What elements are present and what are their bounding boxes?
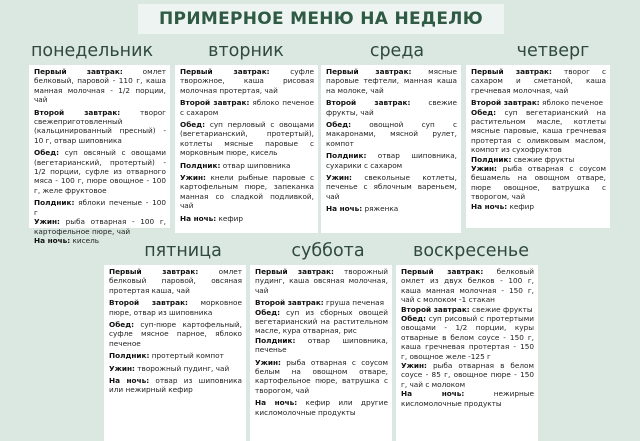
breakfast-entry [34,67,166,105]
second-breakfast-text: свежие фрукты [469,304,533,314]
dinner-entry [326,173,457,201]
night-label: На ночь: [34,235,71,245]
dinner-label: Ужин: [34,217,60,227]
day-title-tuesday: вторник [208,41,284,61]
second-breakfast-text: свежие фрукты, чай [326,98,457,117]
breakfast-text: творог с сахаром и сметаной, каша гречневая молочная, чай [471,67,606,95]
night-entry [471,202,606,211]
lunch-label: Обед: [180,120,206,130]
menu-card-thursday [466,65,610,228]
dinner-text: рыба отварная с соусом бешамель на овощном отваре, пюре овощное, ватрушка с творогом, чай [471,164,606,202]
dinner-entry [109,364,242,373]
dinner-label: Ужин: [326,173,352,183]
dinner-label: Ужин: [401,361,427,371]
dinner-entry [34,217,166,236]
day-title-saturday: суббота [291,241,365,261]
snack-text: отвар шиповника, сухарики с сахаром [326,151,457,170]
dinner-label: Ужин: [109,363,135,373]
second-breakfast-entry [34,108,166,146]
snack-entry [255,336,388,355]
second-breakfast-text: яблоко печеное с сахаром [180,98,314,117]
breakfast-text: мясные паровые тефтели, манная каша на молоке, чай [326,67,457,95]
lunch-entry [326,120,457,148]
lunch-text: суп перловый с овощами (вегетарианский, протертый), котлеты мясные паровые с морковным пюре, кисель [180,120,314,158]
breakfast-text: белковый омлет из двух белков - 100 г, каша манная молочная - 150 г, чай с молоком -1 стакан [401,267,534,305]
second-breakfast-label: Второй завтрак: [34,107,121,117]
lunch-text: суп из сборных овощей вегетарианский на растительном масле, кура отварная, рис [255,307,388,336]
night-label: На ночь: [109,376,150,386]
breakfast-label: Первый завтрак: [326,67,412,76]
night-label: На ночь: [401,389,465,399]
snack-entry [326,151,457,170]
lunch-label: Обед: [401,314,427,324]
snack-entry [471,155,606,164]
day-title-monday: понедельник [30,41,154,61]
breakfast-entry [180,67,314,95]
second-breakfast-entry [180,98,314,117]
second-breakfast-entry [255,298,388,307]
dinner-label: Ужин: [180,173,206,183]
dinner-text: свекольные котлеты, печенье с яблочным вареньем, чай [326,173,457,201]
snack-label: Полдник: [326,151,367,161]
second-breakfast-label: Второй завтрак: [326,98,411,108]
page-title: ПРИМЕРНОЕ МЕНЮ НА НЕДЕЛЮ [138,4,504,34]
night-label: На ночь: [255,398,298,408]
night-text: кефир или другие кисломолочные продукты [255,398,388,417]
menu-card-friday [104,265,246,441]
breakfast-label: Первый завтрак: [471,67,552,76]
breakfast-label: Первый завтрак: [401,267,484,276]
breakfast-label: Первый завтрак: [180,67,270,76]
breakfast-text: омлет белковый паровой, овсяная протертая каша, чай [109,267,242,295]
breakfast-text: омлет белковый, паровой - 110 г, каша манная молочная - 1/2 порции, чай [34,67,166,105]
second-breakfast-entry [471,98,606,107]
night-text: кефир [507,201,535,211]
breakfast-label: Первый завтрак: [34,67,123,76]
menu-card-saturday [250,265,392,441]
snack-label: Полдник: [471,154,512,164]
day-title-wednesday: среда [369,41,425,61]
lunch-entry [180,120,314,158]
night-text: кефир [216,213,244,223]
night-entry [255,398,388,417]
snack-label: Полдник: [180,160,221,170]
breakfast-text: суфле творожное, каша рисовая молочная протертая, чай [180,67,314,95]
night-label: На ночь: [180,213,217,223]
dinner-text: рыба отварная - 100 г, картофельное пюре, чай [34,217,166,236]
night-entry [326,204,457,213]
second-breakfast-label: Второй завтрак: [109,298,188,308]
lunch-label: Обед: [109,320,135,330]
dinner-text: кнели рыбные паровые с картофельным пюре, запеканка манная со сладкой подливкой, чай [180,173,314,211]
night-text: кисель [70,235,100,245]
breakfast-entry [326,67,457,95]
second-breakfast-label: Второй завтрак: [401,304,470,314]
snack-entry [109,351,242,360]
snack-text: отвар шиповника, печенье [255,335,388,355]
lunch-label: Обед: [255,307,281,317]
day-title-friday: пятница [144,241,222,261]
second-breakfast-text: яблоко печеное [539,98,604,108]
second-breakfast-text: морковное пюре, отвар из шиповника [109,298,242,317]
lunch-label: Обед: [34,148,60,158]
breakfast-entry [471,67,606,95]
snack-entry [180,161,314,170]
snack-label: Полдник: [34,198,75,208]
breakfast-label: Первый завтрак: [255,267,334,276]
breakfast-entry [255,267,388,295]
second-breakfast-entry [401,305,534,314]
dinner-entry [180,173,314,211]
snack-label: Полдник: [255,335,296,345]
lunch-text: суп-пюре картофельный, суфле мясное парное, яблоко печеное [109,320,242,348]
breakfast-text: творожный пудинг, каша овсяная молочная, чай [255,267,388,295]
night-text: ряженка [362,204,399,214]
night-entry [401,389,534,408]
breakfast-entry [109,267,242,295]
dinner-text: творожный пудинг, чай [134,363,230,373]
breakfast-entry [401,267,534,305]
dinner-entry [401,361,534,389]
lunch-text: овощной суп с макаронами, мясной рулет, компот [326,120,457,148]
dinner-text: рыба отварная в белом соусе - 85 г, овощное пюре - 150 г, чай с молоком [401,361,534,389]
day-title-thursday: четверг [516,41,590,61]
dinner-entry [255,358,388,396]
lunch-entry [109,320,242,348]
menu-card-monday [29,65,170,245]
lunch-entry [471,108,606,155]
snack-text: протертый компот [149,351,224,361]
second-breakfast-label: Второй завтрак: [471,98,540,108]
second-breakfast-text: творог свежеприготовленный (кальцинированный пресный) - 10 г, отвар шиповника [34,107,166,145]
night-label: На ночь: [326,204,363,214]
night-text: нежирные кисломолочные продукты [401,389,534,408]
snack-label: Полдник: [109,351,150,361]
dinner-label: Ужин: [255,357,281,367]
second-breakfast-entry [326,98,457,117]
snack-text: яблоки печеные - 100 г [34,198,166,217]
snack-text: свежие фрукты [511,154,575,164]
dinner-entry [471,164,606,202]
snack-entry [34,198,166,217]
lunch-label: Обед: [326,120,352,130]
lunch-text: суп вегетарианский на растительном масле, котлеты мясные паровые, каша гречневая протертая с оливковым маслом, компот из сухофруктов [471,107,606,155]
second-breakfast-label: Второй завтрак: [180,98,250,108]
dinner-text: рыба отварная с соусом белым на овощном отваре, картофельное пюре, ватрушка с творогом, чай [255,357,388,395]
lunch-entry [34,148,166,195]
second-breakfast-entry [109,298,242,317]
lunch-entry [255,308,388,336]
lunch-label: Обед: [471,107,497,117]
lunch-text: суп овсяный с овощами (вегетарианский, протертый) - 1/2 порции, суфле из отварного мяса - 100 г, пюре овощное - 100 г, желе фруктовое [34,148,166,195]
lunch-entry [401,314,534,361]
dinner-label: Ужин: [471,164,497,174]
menu-card-sunday [396,265,538,441]
second-breakfast-text: груша печеная [323,298,384,308]
breakfast-label: Первый завтрак: [109,267,199,276]
night-entry [109,376,242,395]
menu-card-wednesday [321,65,461,233]
night-text: отвар из шиповника или нежирный кефир [109,376,243,395]
snack-text: отвар шиповника [220,160,291,170]
second-breakfast-label: Второй завтрак: [255,298,324,308]
day-title-sunday: воскресенье [413,241,529,261]
night-label: На ночь: [471,201,508,211]
lunch-text: суп рисовый с протертыми овощами - 1/2 порции, куры отварные в белом соусе - 150 г, каша гречневая протертая - 150 г, овощное желе -125 г [401,314,534,361]
menu-card-tuesday [175,65,318,233]
night-entry [180,214,314,223]
